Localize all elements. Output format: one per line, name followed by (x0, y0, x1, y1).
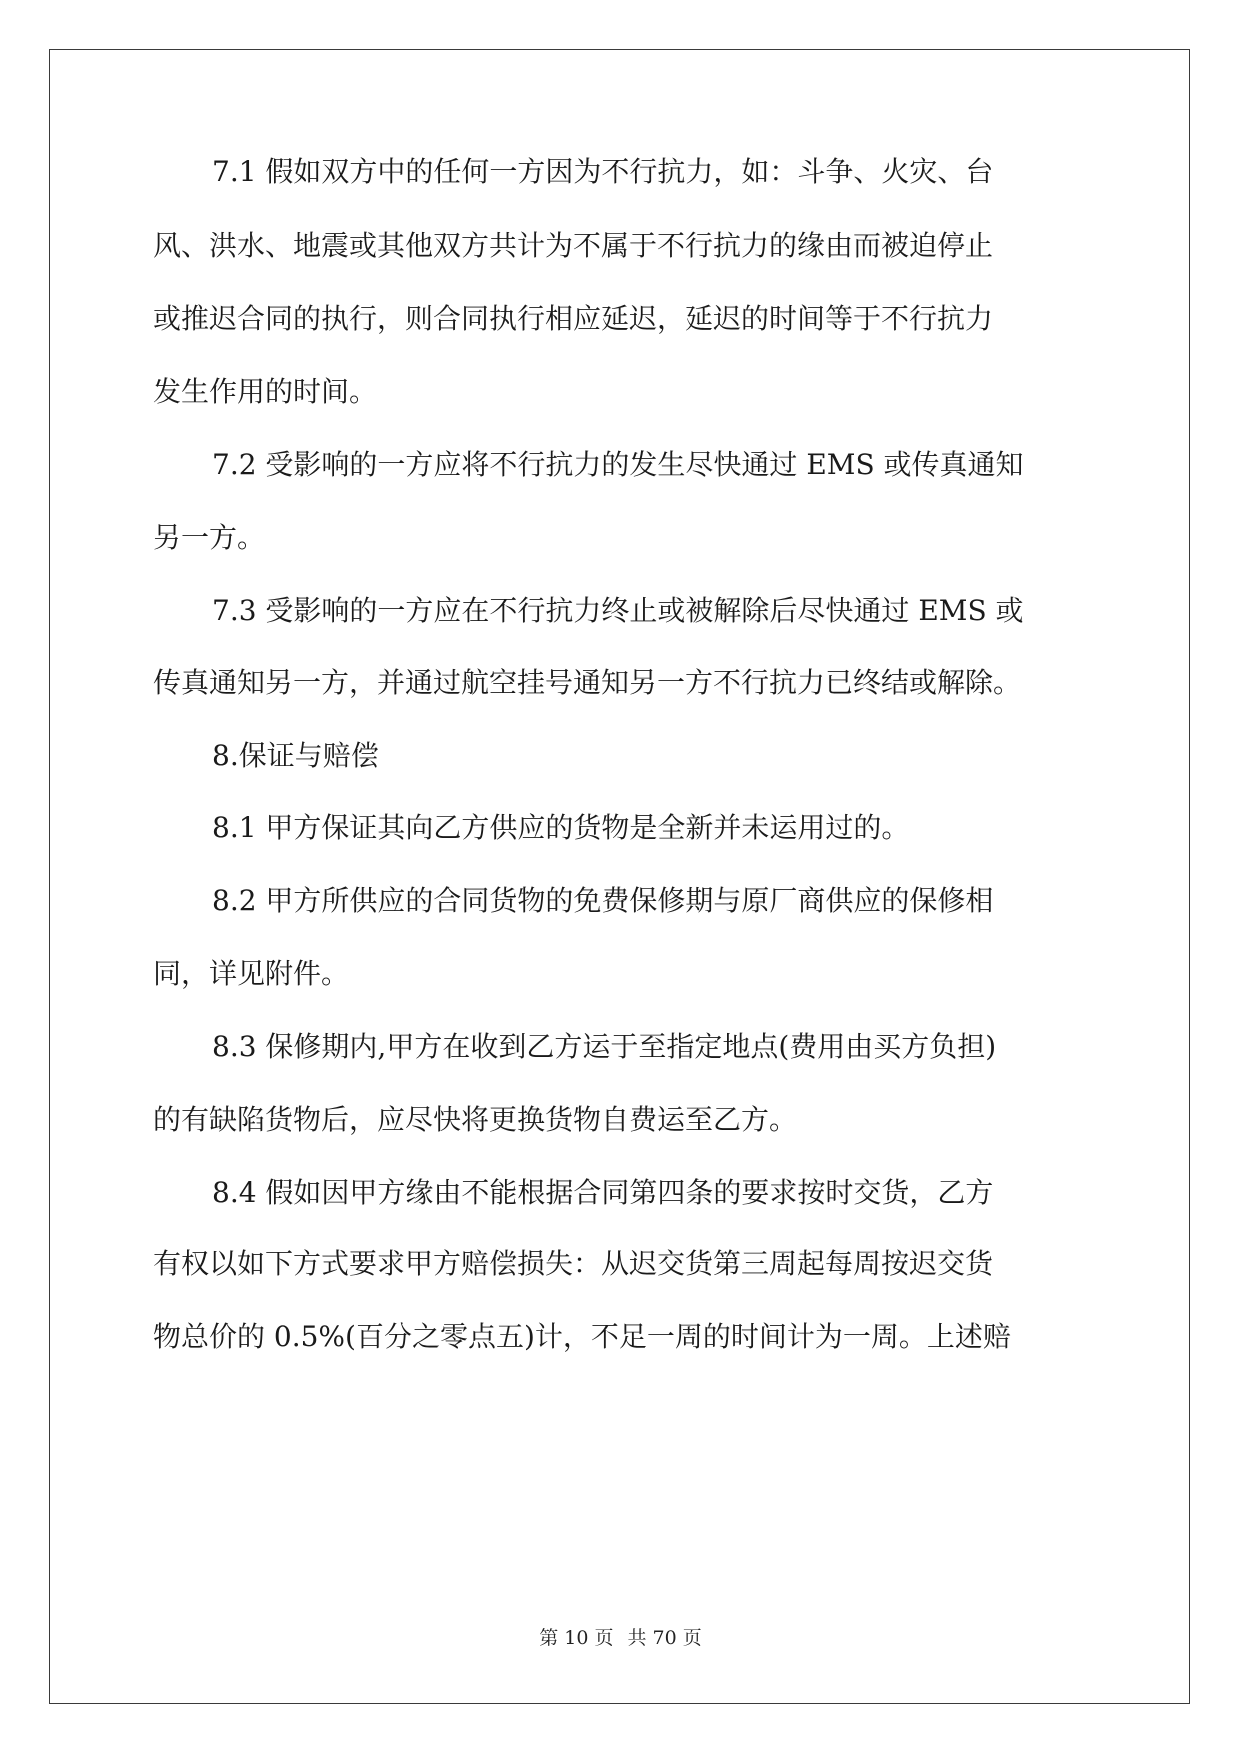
page-number: 第 10 页 (539, 1627, 614, 1649)
text-line: 7.2 受影响的一方应将不行抗力的发生尽快通过 EMS 或传真通知 (212, 448, 1024, 481)
text-line: 8.2 甲方所供应的合同货物的免费保修期与原厂商供应的保修相 (212, 884, 994, 917)
text-line: 的有缺陷货物后，应尽快将更换货物自费运至乙方。 (153, 1103, 798, 1136)
text-line: 物总价的 0.5%(百分之零点五)计，不足一周的时间计为一周。上述赔 (153, 1320, 1011, 1353)
text-line: 有权以如下方式要求甲方赔偿损失：从迟交货第三周起每周按迟交货 (153, 1247, 994, 1280)
text-line: 7.3 受影响的一方应在不行抗力终止或被解除后尽快通过 EMS 或 (212, 594, 1024, 627)
text-line: 8.3 保修期内,甲方在收到乙方运于至指定地点(费用由买方负担) (212, 1030, 997, 1063)
page-border (49, 49, 1190, 1704)
text-line: 同，详见附件。 (153, 957, 350, 990)
page-footer (0, 1624, 1241, 1652)
text-line: 或推迟合同的执行，则合同执行相应延迟，延迟的时间等于不行抗力 (153, 302, 994, 335)
page-total: 共 70 页 (627, 1627, 702, 1649)
text-line: 8.4 假如因甲方缘由不能根据合同第四条的要求按时交货，乙方 (212, 1176, 994, 1209)
text-line: 风、洪水、地震或其他双方共计为不属于不行抗力的缘由而被迫停止 (153, 229, 994, 262)
text-line: 另一方。 (153, 521, 266, 554)
text-line: 8.1 甲方保证其向乙方供应的货物是全新并未运用过的。 (212, 811, 910, 844)
text-line: 发生作用的时间。 (153, 375, 378, 408)
text-line: 7.1 假如双方中的任何一方因为不行抗力，如：斗争、火灾、台 (212, 155, 994, 188)
section-heading: 8.保证与赔偿 (212, 739, 379, 772)
text-line: 传真通知另一方，并通过航空挂号通知另一方不行抗力已终结或解除。 (153, 666, 1022, 699)
